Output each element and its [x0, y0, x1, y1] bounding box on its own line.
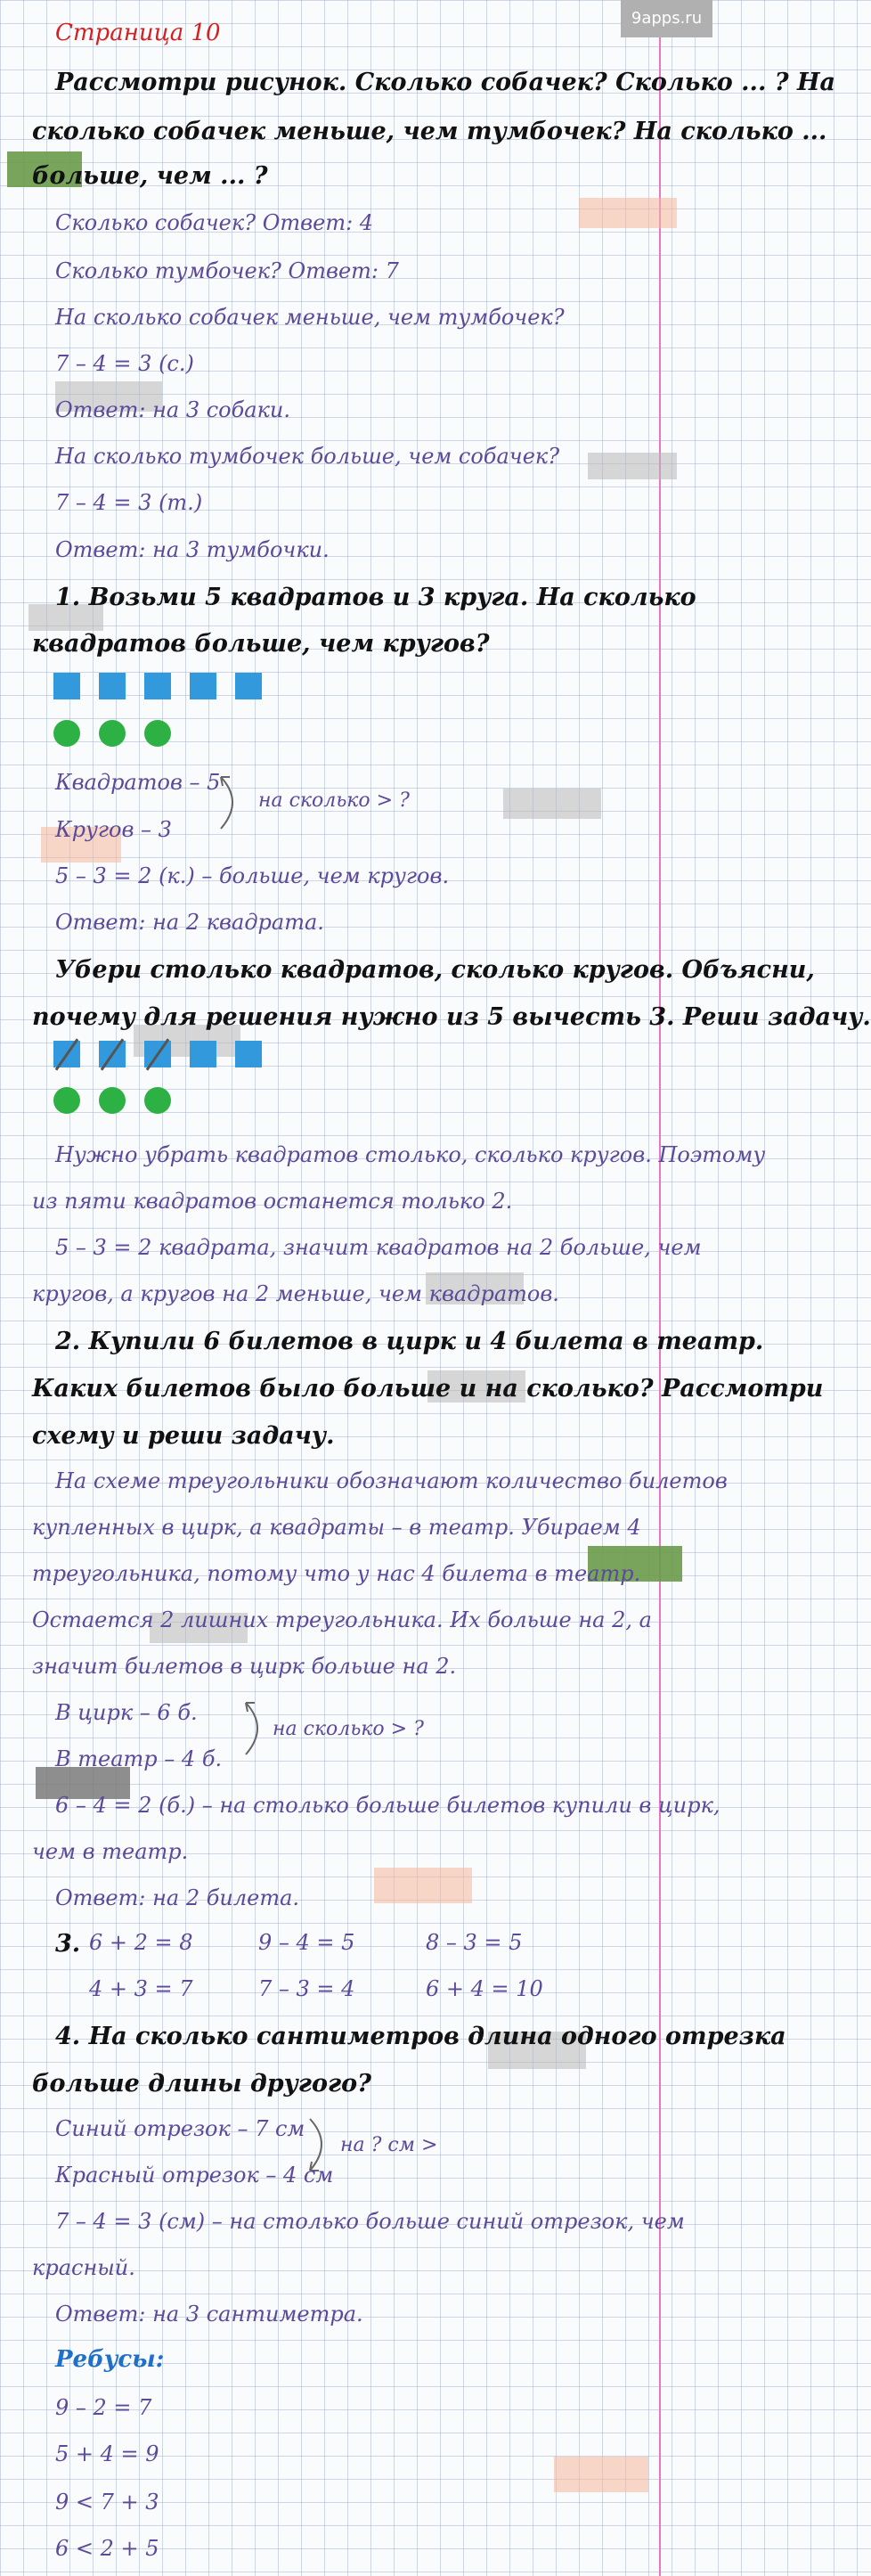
answer-line: 7 – 4 = 3 (т.)	[55, 490, 203, 515]
task1b-answer-line: кругов, а кругов на 2 меньше, чем квадратов.	[32, 1281, 559, 1306]
answer-line: На сколько собачек меньше, чем тумбочек?	[55, 305, 565, 330]
intro-question-line: сколько собачек меньше, чем тумбочек? На сколько ...	[32, 118, 827, 145]
square	[99, 673, 126, 699]
task2-answer-line: треугольника, потому что у нас 4 билета в театр.	[32, 1561, 641, 1586]
circle	[99, 720, 126, 747]
task4-calc: 7 – 4 = 3 (см) – на столько больше синий отрезок, чем	[55, 2209, 685, 2234]
answer-line: Сколько собачек? Ответ: 4	[55, 210, 374, 235]
task3-expr: 6 + 4 = 10	[426, 1976, 543, 2001]
task1b-answer-line: Нужно убрать квадратов столько, сколько кругов. Поэтому	[55, 1142, 766, 1167]
task4-blue-segment: Синий отрезок – 7 см	[55, 2116, 305, 2141]
brand-logo: 9apps.ru	[621, 0, 712, 37]
answer-line: На сколько тумбочек больше, чем собачек?	[55, 444, 560, 469]
task2-arrow-label: на сколько > ?	[273, 1718, 424, 1740]
task1-circles-row	[53, 720, 171, 747]
task1b-answer-line: 5 – 3 = 2 квадрата, значит квадратов на 2 больше, чем	[55, 1235, 702, 1260]
square	[190, 1041, 216, 1067]
circle	[99, 1087, 126, 1114]
task2-answer-line: значит билетов в цирк больше на 2.	[32, 1654, 457, 1679]
answer-line: Ответ: на 3 собаки.	[55, 397, 290, 422]
task2-circus: В цирк – 6 б.	[55, 1700, 198, 1725]
task1b-answer-line: из пяти квадратов останется только 2.	[32, 1189, 513, 1214]
square	[235, 673, 262, 699]
circle	[53, 720, 80, 747]
rebus-line: 9 – 2 = 7	[55, 2395, 152, 2420]
task2-calc: чем в театр.	[32, 1839, 189, 1864]
task3-number: 3.	[55, 1930, 81, 1958]
answer-line: Ответ: на 3 тумбочки.	[55, 537, 330, 562]
rebus-line: 9 < 7 + 3	[55, 2490, 159, 2515]
task2-question-line: Каких билетов было больше и на сколько? Рассмотри	[32, 1375, 824, 1402]
task1b-question-line: почему для решения нужно из 5 вычесть 3. Реши задачу.	[32, 1003, 871, 1031]
task1-answer: Ответ: на 2 квадрата.	[55, 910, 324, 935]
task2-theatre: В театр – 4 б.	[55, 1746, 223, 1771]
task4-arrow-label: на ? см >	[340, 2134, 438, 2156]
task2-answer-line: Остается 2 лишних треугольника. Их больше на 2, а	[32, 1607, 652, 1632]
crossed-square	[99, 1041, 126, 1067]
task1-calc: 5 – 3 = 2 (к.) – больше, чем кругов.	[55, 863, 450, 888]
rebus-title: Ребусы:	[55, 2346, 165, 2373]
task3-expr: 8 – 3 = 5	[426, 1930, 523, 1955]
task3-expr: 9 – 4 = 5	[258, 1930, 355, 1955]
page-title: Страница 10	[55, 20, 221, 46]
square	[190, 673, 216, 699]
answer-line: Сколько тумбочек? Ответ: 7	[55, 258, 399, 283]
task1-squares-count: Квадратов – 5	[55, 770, 221, 795]
circle	[53, 1087, 80, 1114]
answer-line: 7 – 4 = 3 (с.)	[55, 351, 194, 376]
task1-arrow-label: на сколько > ?	[258, 789, 410, 812]
task2-answer-line: На схеме треугольники обозначают количество билетов	[55, 1468, 728, 1493]
task3-expr: 6 + 2 = 8	[89, 1930, 193, 1955]
task2-question-line: 2. Купили 6 билетов в цирк и 4 билета в театр.	[55, 1328, 764, 1355]
task4-answer: Ответ: на 3 сантиметра.	[55, 2302, 363, 2327]
task4-red-segment: Красный отрезок – 4 см	[55, 2163, 334, 2188]
intro-question-line: Рассмотри рисунок. Сколько собачек? Сколько ... ? На	[55, 69, 835, 96]
task2-answer: Ответ: на 2 билета.	[55, 1885, 300, 1910]
task1-question-line: квадратов больше, чем кругов?	[32, 630, 490, 658]
square	[53, 673, 80, 699]
task4-question-line: 4. На сколько сантиметров длина одного отрезка	[55, 2023, 786, 2050]
task3-expr: 7 – 3 = 4	[258, 1976, 355, 2001]
rebus-line: 6 < 2 + 5	[55, 2536, 159, 2561]
task4-calc: красный.	[32, 2255, 135, 2280]
square	[144, 673, 171, 699]
circle	[144, 1087, 171, 1114]
task1-circles-count: Кругов – 3	[55, 817, 172, 842]
square	[235, 1041, 262, 1067]
task2-answer-line: купленных в цирк, а квадраты – в театр. Убираем 4	[32, 1515, 641, 1540]
circle	[144, 720, 171, 747]
task4-question-line: больше длины другого?	[32, 2070, 371, 2098]
crossed-square	[144, 1041, 171, 1067]
task2-calc: 6 – 4 = 2 (б.) – на столько больше билетов купили в цирк,	[55, 1793, 720, 1818]
task1b-squares-row	[53, 1041, 262, 1067]
crossed-square	[53, 1041, 80, 1067]
task1-squares-row	[53, 673, 262, 699]
rebus-line: 5 + 4 = 9	[55, 2441, 159, 2466]
task1b-question-line: Убери столько квадратов, сколько кругов. Объясни,	[55, 956, 815, 984]
task3-expr: 4 + 3 = 7	[89, 1976, 193, 2001]
task2-question-line: схему и реши задачу.	[32, 1422, 335, 1450]
intro-question-line: больше, чем ... ?	[32, 162, 268, 190]
task1-question-line: 1. Возьми 5 квадратов и 3 круга. На сколько	[55, 584, 696, 611]
task1b-circles-row	[53, 1087, 171, 1114]
